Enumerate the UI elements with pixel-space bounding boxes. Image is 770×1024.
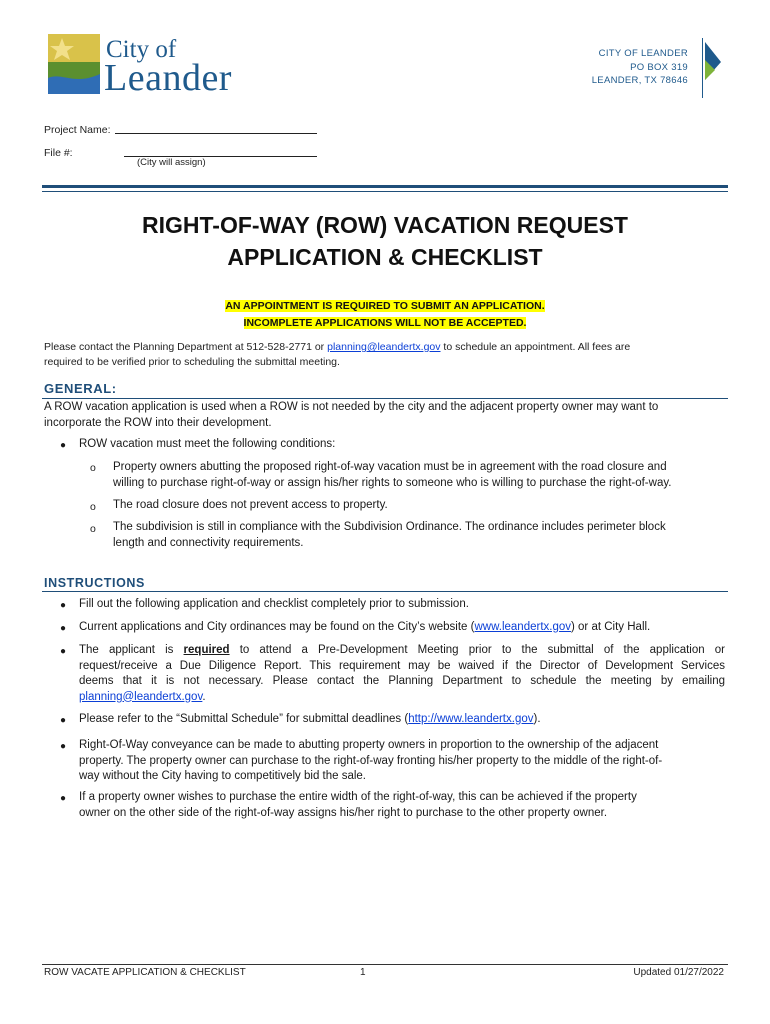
planning-email-link[interactable]: planning@leandertx.gov <box>327 341 441 353</box>
footer-rule <box>42 964 728 965</box>
project-name-field[interactable] <box>115 133 317 134</box>
instruction-item <box>79 790 727 821</box>
general-rule <box>42 398 728 399</box>
header-double-rule <box>42 185 728 188</box>
file-number-label: File #: <box>44 147 73 159</box>
bullet-icon: ● <box>60 646 67 657</box>
instructions-rule <box>42 591 728 592</box>
contact-text: Please contact the Planning Department at 512-528-2771 or <box>44 341 328 353</box>
footer-updated-date: Updated 01/27/2022 <box>633 967 724 978</box>
header-divider <box>702 38 703 98</box>
notice-line-2: INCOMPLETE APPLICATIONS WILL NOT BE ACCEPTED. <box>243 317 527 329</box>
circle-bullet-icon: o <box>90 462 96 474</box>
logo-text-leander: Leander <box>104 57 232 99</box>
instruction-item <box>79 620 650 636</box>
condition-item: The road closure does not prevent access to property. <box>113 499 388 511</box>
bullet-icon: ● <box>60 715 67 726</box>
project-name-label: Project Name: <box>44 124 111 136</box>
instruction-text: request/receive a Due Diligence Report. This requirement may be waived if the Director of Development Services <box>79 659 725 672</box>
page-title <box>0 209 770 273</box>
general-intro <box>44 400 734 431</box>
instruction-text: Right-Of-Way conveyance can be made to abutting property owners in proportion to the ownership of the adjacent <box>79 739 659 751</box>
website-link[interactable]: www.leandertx.gov <box>474 621 572 633</box>
condition-text: willing to purchase right-of-way or assign his/her rights to someone who is willing to purchase the right-of-way. <box>113 476 672 489</box>
planning-email-link[interactable]: planning@leandertx.gov <box>79 690 203 703</box>
instruction-text: The applicant is <box>79 644 184 656</box>
appointment-notice <box>0 297 770 331</box>
bullet-icon: ● <box>60 440 67 451</box>
instruction-text: . <box>202 690 206 703</box>
instruction-text: owner on the other side of the right-of-way assigns his/her right to purchase to the other property owner. <box>79 806 608 819</box>
general-intro-line: incorporate the ROW into their development. <box>44 416 272 429</box>
bullet-icon: ● <box>60 600 67 611</box>
schedule-link[interactable]: http://www.leandertx.gov <box>408 713 534 725</box>
instruction-item: Fill out the following application and checklist completely prior to submission. <box>79 598 469 610</box>
instruction-text: deems that it is not necessary. Please contact the Planning Department to schedule the meeting by emailing <box>79 675 725 687</box>
condition-item <box>113 460 733 491</box>
instruction-item <box>79 738 727 785</box>
required-emphasis: required <box>183 644 230 656</box>
instruction-text: If a property owner wishes to purchase the entire width of the right-of-way, this can be achieved if the property <box>79 791 637 803</box>
contact-text-line2: required to be verified prior to scheduling the submittal meeting. <box>44 355 340 368</box>
address-line: LEANDER, TX 78646 <box>591 75 688 86</box>
condition-item <box>113 520 733 551</box>
general-heading: GENERAL: <box>44 381 117 396</box>
condition-text: length and connectivity requirements. <box>113 536 304 549</box>
instruction-text: to attend a Pre-Development Meeting prior to the submittal of the application or <box>229 644 725 656</box>
condition-text: Property owners abutting the proposed right-of-way vacation must be in agreement with the road closure and <box>113 461 667 473</box>
instruction-item <box>79 712 541 728</box>
title-line-1: RIGHT-OF-WAY (ROW) VACATION REQUEST <box>142 212 628 238</box>
file-number-note: (City will assign) <box>137 157 206 168</box>
condition-text: The subdivision is still in compliance with the Subdivision Ordinance. The ordinance includes perimeter block <box>113 521 666 533</box>
instruction-text: ) or at City Hall. <box>571 621 651 633</box>
bullet-icon: ● <box>60 741 67 752</box>
instruction-text: Please refer to the “Submittal Schedule” for submittal deadlines ( <box>79 713 409 725</box>
header-double-rule-thin <box>42 191 728 192</box>
contact-text-after: to schedule an appointment. All fees are <box>440 341 631 353</box>
instructions-heading: INSTRUCTIONS <box>44 576 145 590</box>
general-intro-line: A ROW vacation application is used when a ROW is not needed by the city and the adjacent property owner may want to <box>44 401 659 413</box>
instruction-text: Current applications and City ordinances may be found on the City’s website ( <box>79 621 475 633</box>
address-line: CITY OF LEANDER <box>598 48 688 59</box>
notice-line-1: AN APPOINTMENT IS REQUIRED TO SUBMIT AN APPLICATION. <box>225 300 545 312</box>
address-line: PO BOX 319 <box>630 61 688 73</box>
city-logo <box>48 34 248 98</box>
logo-text-city: City of <box>106 36 177 63</box>
circle-bullet-icon: o <box>90 501 96 513</box>
city-address <box>592 47 688 88</box>
circle-bullet-icon: o <box>90 523 96 535</box>
title-line-2: APPLICATION & CHECKLIST <box>227 244 543 270</box>
bullet-icon: ● <box>60 623 67 634</box>
page-number: 1 <box>360 967 366 978</box>
instruction-text: property. The property owner can purchase to the right-of-way fronting his/her property to the middle of the right-of- <box>79 754 663 767</box>
bullet-icon: ● <box>60 793 67 804</box>
header-triangle-icon <box>705 42 723 82</box>
contact-paragraph <box>44 340 734 369</box>
logo-emblem-icon <box>48 34 104 96</box>
general-bullet: ROW vacation must meet the following conditions: <box>79 438 336 450</box>
footer-doc-title: ROW VACATE APPLICATION & CHECKLIST <box>44 967 246 978</box>
instruction-text: way without the City having to competitively bid the sale. <box>79 770 367 782</box>
instruction-item <box>79 643 725 705</box>
instruction-text: ). <box>533 713 541 725</box>
